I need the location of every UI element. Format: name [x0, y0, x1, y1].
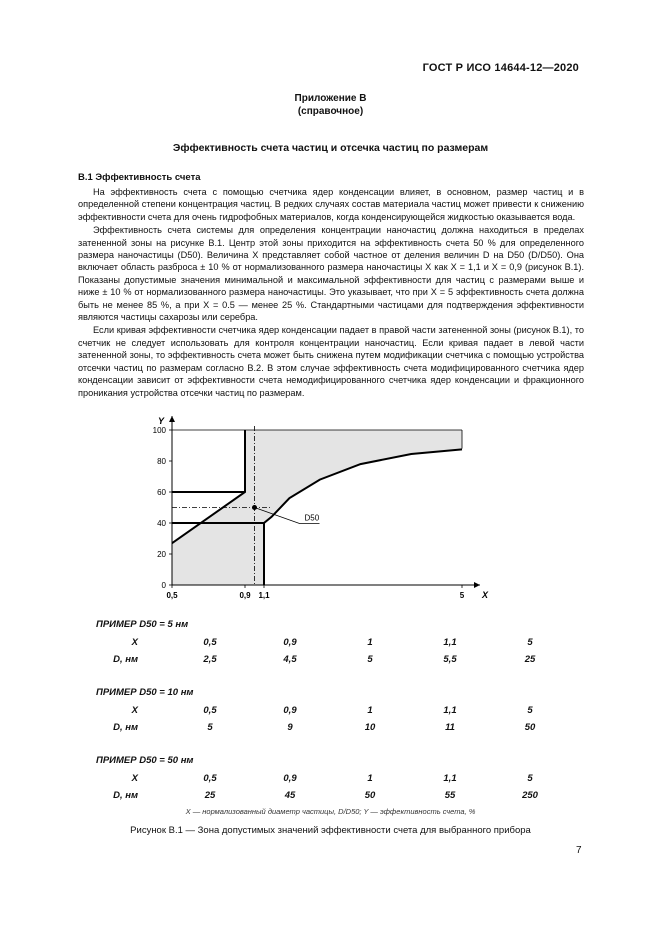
example-title: ПРИМЕР D50 = 10 нм	[96, 687, 194, 698]
cell: 5	[527, 637, 533, 648]
chart-svg	[120, 410, 510, 615]
x-tick-label: 1,1	[258, 591, 270, 600]
cell: 11	[445, 722, 455, 733]
example-d-row	[82, 654, 582, 668]
cell: 45	[284, 790, 296, 801]
y-tick-label: 100	[152, 426, 166, 435]
appendix-title: Приложение В	[294, 93, 367, 104]
cell: 0,5	[203, 637, 217, 648]
paragraph-3: Если кривая эффективности счетчика ядер конденсации падает в правой части затененной зоны (рисунок В.1), то счетчик не следует использовать для контроля концентрации наночастиц. Если кривая падает в левой части затененной зоны, то эффективность счета может быть снижена путем модификации счетчика с помощью устройства отсечки частиц по размерам согласно В.2. В этом случае эффективность счета модифицированного счетчика ядер конденсации зависит от эффективности счета немодифицированного счетчика ядер конденсации и фракционного проникания устройства отсечки частиц по размерам.	[78, 325, 584, 398]
page-number: 7	[576, 845, 582, 856]
example-d-row	[82, 722, 582, 736]
example-d-row	[82, 790, 582, 804]
row-label: X	[131, 705, 138, 716]
body-text	[78, 186, 584, 399]
cell: 1	[367, 637, 373, 648]
row-label: D, нм	[113, 790, 138, 801]
document-title: Эффективность счета частиц и отсечка частиц по размерам	[172, 142, 489, 154]
row-label: D, нм	[113, 654, 138, 665]
x-tick-label: 0,9	[239, 591, 251, 600]
example-x-row	[82, 705, 582, 719]
cell: 10	[364, 722, 376, 733]
appendix-subtitle: (справочное)	[297, 106, 364, 117]
x-tick-label: 0,5	[166, 591, 178, 600]
y-tick-label: 0	[161, 581, 166, 590]
example-title: ПРИМЕР D50 = 5 нм	[96, 619, 189, 630]
y-tick-label: 20	[157, 550, 166, 559]
y-axis-arrow	[169, 416, 175, 422]
y-tick-label: 40	[157, 519, 166, 528]
cell: 0,5	[203, 705, 217, 716]
cell: 1,1	[443, 705, 457, 716]
row-label: X	[131, 637, 138, 648]
d50-annotation: D50	[304, 513, 320, 523]
cell: 1,1	[443, 637, 457, 648]
cell: 55	[444, 790, 456, 801]
cell: 50	[524, 722, 536, 733]
standard-header: ГОСТ Р ИСО 14644-12—2020	[422, 62, 579, 74]
y-tick-label: 60	[157, 488, 166, 497]
paragraph-1: На эффективность счета с помощью счетчика ядер конденсации влияет, в основном, размер частиц и в определенной степени концентрация частиц. В редких случаях состав материала частиц может привести к снижению эффективности счета для очень гидрофобных материалов, когда конденсирующейся жидкостью оказывается вода.	[78, 187, 584, 222]
paragraph-2: Эффективность счета системы для определения концентрации наночастиц должна находиться в пределах затененной зоны на рисунке В.1. Центр этой зоны приходится на эффективность счета 50 % для определенного размера наночастицы (D50). Величина X представляет собой частное от деления величин D на D50 (D/D50). Она включает область разброса ± 10 % от нормализованного размера наночастицы X как X = 1,1 и X = 0,9 (рисунок В.1). Показаны допустимые значения минимальной и максимальной эффективности для частиц с размерами выше и ниже ± 10 % от нормализованного размера наночастицы. Это указывает, что при X = 5 эффективность счета должна быть не менее 85 %, а при X = 0.5 — менее 25 %. Стандартными частицами для подтверждения эффективности являются частицы сахарозы или серебра.	[78, 225, 584, 323]
cell: 250	[522, 790, 538, 801]
y-axis-label: Y	[158, 416, 165, 426]
x-axis-label: X	[482, 590, 489, 600]
x-tick-label: 5	[459, 591, 465, 600]
cell: 5	[527, 705, 533, 716]
cell: 5	[527, 773, 533, 784]
cell: 0,5	[203, 773, 217, 784]
cell: 4,5	[283, 654, 297, 665]
example-x-row	[82, 637, 582, 651]
cell: 0,9	[283, 773, 297, 784]
figure-caption: Рисунок В.1 — Зона допустимых значений эффективности счета для выбранного прибора	[130, 825, 531, 836]
cell: 5,5	[443, 654, 457, 665]
section-heading: В.1 Эффективность счета	[78, 172, 201, 183]
cell: 1,1	[443, 773, 457, 784]
cell: 9	[287, 722, 293, 733]
row-label: X	[131, 773, 138, 784]
cell: 1	[367, 705, 373, 716]
y-tick-label: 80	[157, 457, 166, 466]
example-x-row	[82, 773, 582, 787]
cell: 0,9	[283, 705, 297, 716]
cell: 2,5	[203, 654, 217, 665]
row-label: D, нм	[113, 722, 138, 733]
cell: 0,9	[283, 637, 297, 648]
cell: 25	[204, 790, 216, 801]
example-title: ПРИМЕР D50 = 50 нм	[96, 755, 194, 766]
appendix-heading	[0, 92, 661, 118]
cell: 5	[207, 722, 213, 733]
efficiency-chart	[120, 410, 510, 615]
cell: 1	[367, 773, 373, 784]
cell: 50	[364, 790, 376, 801]
figure-legend: X — нормализованный диаметр частицы, D/D50; Y — эффективность счета, %	[185, 807, 476, 816]
cell: 25	[524, 654, 536, 665]
x-axis-arrow	[474, 582, 480, 588]
cell: 5	[367, 654, 373, 665]
